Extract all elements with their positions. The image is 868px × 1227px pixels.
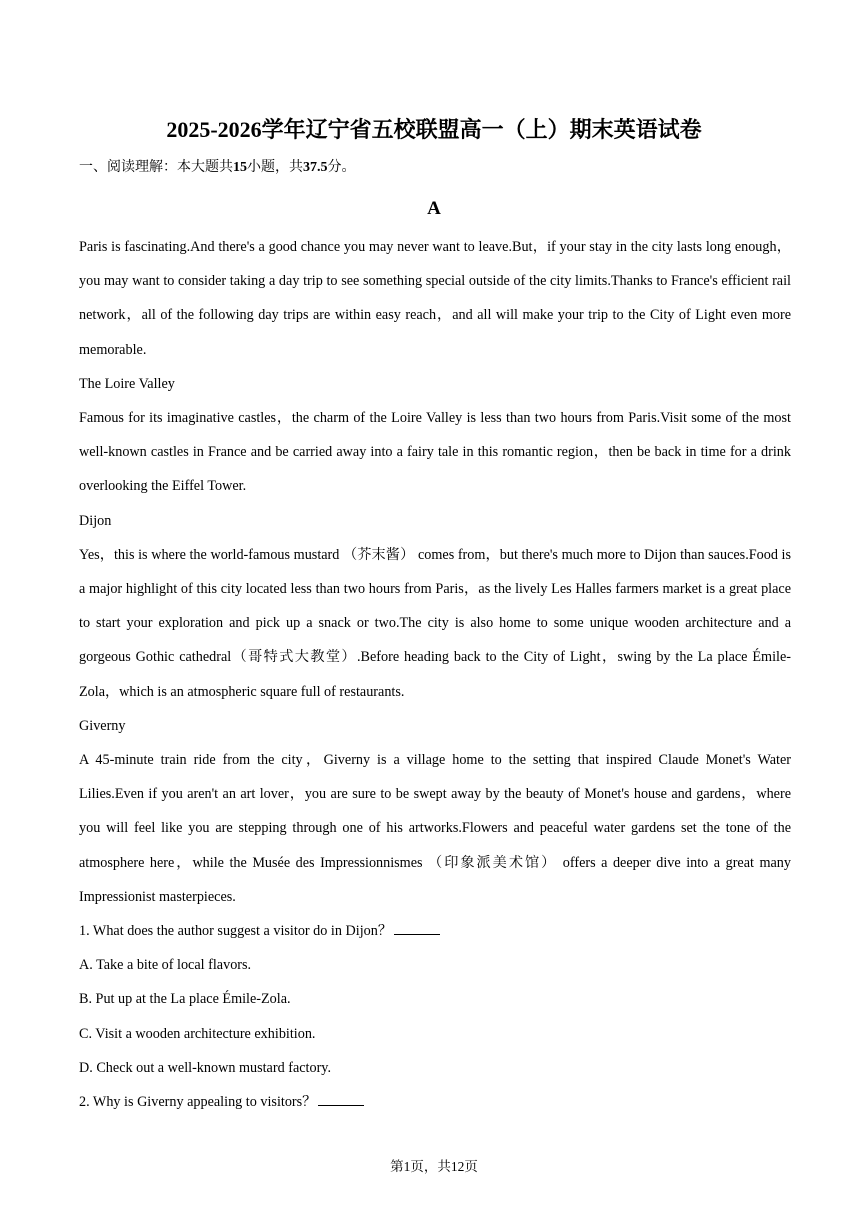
loire-text: Famous for its imaginative castles，the charm of the Loire Valley is less than two hours from Paris.Visit some of the most well-known castles in France and be carried away into a fairy tale in this romantic region，then be back in time for a drink overlooking the Eiffel Tower. <box>79 410 791 495</box>
passage-letter: A <box>427 198 441 219</box>
option-1b: B. Put up at the La place Émile-Zola. <box>79 991 291 1008</box>
question-1 <box>79 914 791 948</box>
section-score: 37.5 <box>303 160 328 175</box>
question-2 <box>79 1085 791 1119</box>
exam-title: 2025-2026学年辽宁省五校联盟高一（上）期末英语试卷 <box>166 117 702 142</box>
passage-body <box>79 230 791 1119</box>
dijon-text: Yes，this is where the world-famous mustard （芥末酱） comes from，but there's much more to Dijon than sauces.Food is a major highlight of this city located less than two hours from Paris，as the lively Les Halles farmers market is a great place to start your exploration and pick up a snack or two.The city is also home to some unique wooden architecture and a gorgeous Gothic cathedral（哥特式大教堂）.Before heading back to the City of Light，swing by the La place Émile-Zola，which is an atmospheric square full of restaurants. <box>79 546 791 700</box>
option-1c: C. Visit a wooden architecture exhibition. <box>79 1025 316 1042</box>
passage-intro: Paris is fascinating.And there's a good chance you may never want to leave.But，if your stay in the city lasts long enough，you may want to consider taking a day trip to see something special outside of the city limits.Thanks to France's efficient rail network，all of the following day trips are within easy reach，and all will make your trip to the City of Light even more memorable. <box>79 239 791 358</box>
question-2-text: 2. Why is Giverny appealing to visitors？ <box>79 1094 317 1111</box>
question-count: 15 <box>233 160 247 175</box>
question-1-text: 1. What does the author suggest a visitor do in Dijon？ <box>79 923 393 940</box>
answer-blank[interactable] <box>318 1091 364 1106</box>
giverny-text: A 45-minute train ride from the city，Giverny is a village home to the setting that inspired Claude Monet's Water Lilies.Even if you aren't an art lover，you are sure to be swept away by the beauty of Monet's house and gardens，where you will feel like you are stepping through one of his artworks.Flowers and peaceful water gardens set the tone of the atmosphere here，while the Musée des Impressionnismes （印象派美术馆） offers a deeper dive into a great many Impressionist masterpieces. <box>79 752 791 905</box>
option-1a: A. Take a bite of local flavors. <box>79 957 252 974</box>
section-heading-suffix: 分。 <box>327 160 356 175</box>
page-footer: 第1页，共12页 <box>390 1159 478 1174</box>
giverny-heading: Giverny <box>79 717 126 734</box>
option-1d: D. Check out a well-known mustard factory. <box>79 1059 332 1076</box>
section-heading <box>79 157 356 179</box>
section-heading-prefix: 一、阅读理解：本大题共 <box>79 160 233 175</box>
section-heading-mid: 小题，共 <box>247 160 303 175</box>
dijon-heading: Dijon <box>79 512 112 529</box>
answer-blank[interactable] <box>394 920 440 935</box>
loire-heading: The Loire Valley <box>79 375 175 392</box>
